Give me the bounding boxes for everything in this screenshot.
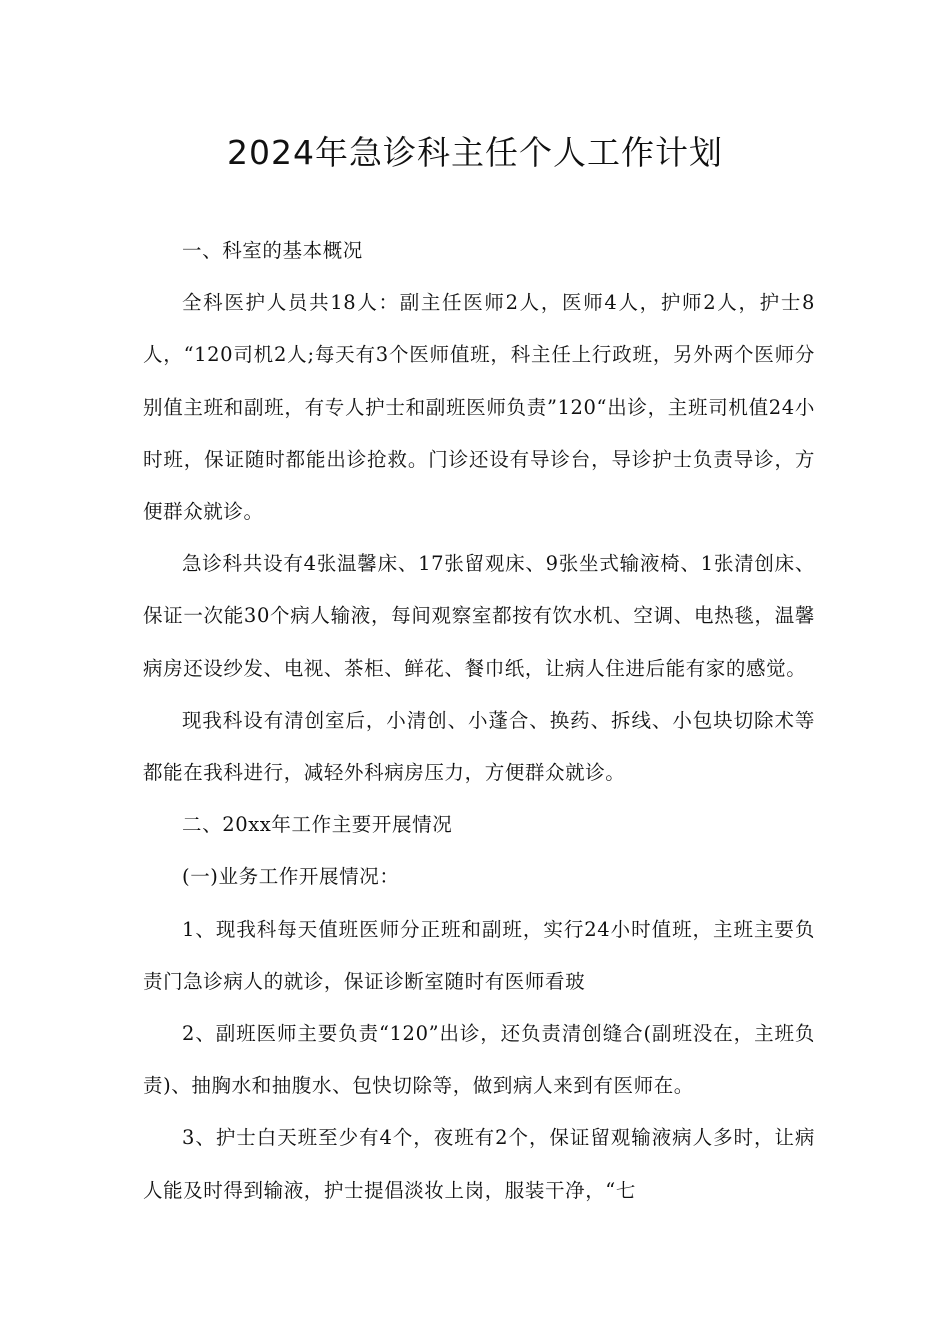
paragraph-staffing: 全科医护人员共18人：副主任医师2人，医师4人，护师2人，护士8人，“120司机2人;每天有3个医师值班，科主任上行政班，另外两个医师分别值主班和副班，有专人护士和副班医师负责”120“出诊，主班司机值24小时班，保证随时都能出诊抢救。门诊还设有导诊台，导诊护士负责导诊，方便群众就诊。 (143, 291, 815, 524)
list-item-2: 2、副班医师主要负责“120”出诊，还负责清创缝合(副班没在，主班负责)、抽胸水和抽腹水、包快切除等，做到病人来到有医师在。 (143, 1022, 815, 1098)
paragraph-facilities: 急诊科共设有4张温馨床、17张留观床、9张坐式输液椅、1张清创床、保证一次能30个病人输液，每间观察室都按有饮水机、空调、电热毯，温馨病房还设纱发、电视、茶柜、鲜花、餐巾纸，让病人住进后能有家的感觉。 (143, 552, 815, 680)
subsection-heading-business: (一)业务工作开展情况： (182, 865, 400, 889)
document-title: 2024年急诊科主任个人工作计划 (227, 133, 723, 172)
paragraph-debridement-room: 现我科设有清创室后，小清创、小蓬合、换药、拆线、小包块切除术等都能在我科进行，减轻外科病房压力，方便群众就诊。 (143, 708, 815, 785)
document-body (143, 225, 815, 1217)
list-item-1: 1、现我科每天值班医师分正班和副班，实行24小时值班，主班主要负责门急诊病人的就诊，保证诊断室随时有医师看玻 (143, 917, 815, 993)
section-heading-work-progress: 二、20xx年工作主要开展情况 (182, 813, 453, 837)
section-heading-overview: 一、科室的基本概况 (182, 239, 363, 262)
list-item-3: 3、护士白天班至少有4个，夜班有2个，保证留观输液病人多时，让病人能及时得到输液，护士提倡淡妆上岗，服装干净，“七 (143, 1126, 815, 1202)
